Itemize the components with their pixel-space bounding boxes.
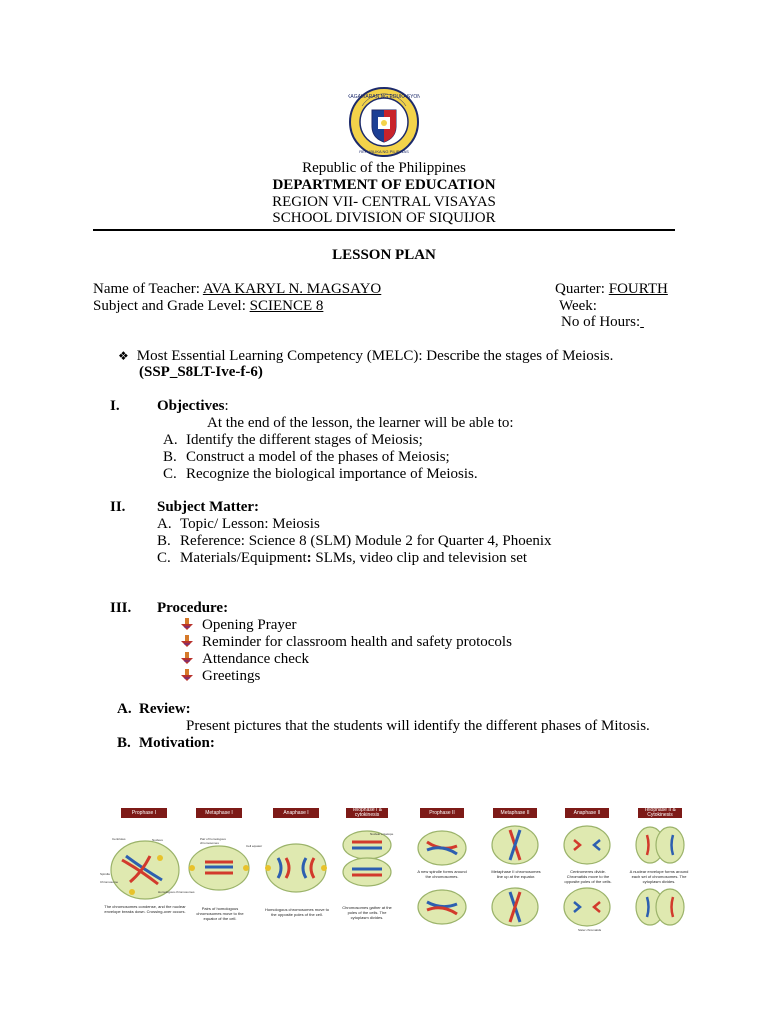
header-region: REGION VII- CENTRAL VISAYAS <box>272 194 496 210</box>
subject-matter-heading: Subject Matter: <box>157 499 260 515</box>
melc-code: (SSP_S8LT-Ive-f-6) <box>139 364 263 380</box>
procedure-item <box>181 634 512 651</box>
procedure-item-text: Reminder for classroom health and safety protocols <box>202 634 512 650</box>
procedure-heading: Procedure: <box>157 600 229 616</box>
phase-caption: Centromeres divide. Chromatids move to the opposite poles of the cells. <box>564 869 612 884</box>
objective-letter: A. <box>163 432 178 448</box>
objectives-colon: : <box>224 398 229 414</box>
teacher-line <box>93 281 381 298</box>
phase-label: Metaphase I <box>196 808 242 818</box>
materials-text: SLMs, video clip and television set <box>311 550 528 566</box>
materials-label: Materials/Equipment <box>180 550 307 566</box>
quarter-value: FOURTH <box>608 281 668 297</box>
deped-seal <box>348 86 420 158</box>
telophase-i-cell <box>343 831 394 886</box>
procedure-item-text: Greetings <box>202 668 261 684</box>
phase-caption: Pairs of homologous chromosomes move to the equator of the cell. <box>196 906 244 921</box>
arrow-down-icon <box>181 652 193 664</box>
procedure-item-text: Opening Prayer <box>202 617 297 633</box>
week-line: Week: <box>559 298 597 314</box>
callout-label: Nuclear envelope <box>370 832 394 836</box>
melc-text: Most Essential Learning Competency (MELC): Describe the stages of Meiosis. <box>136 348 614 364</box>
subject-value: SCIENCE 8 <box>249 298 324 314</box>
phase-label: Telophase II & Cytokinesis <box>638 808 682 818</box>
phase-caption: The chromosomes condense, and the nuclear envelope breaks down. Crossing-over occurs. <box>104 904 186 914</box>
phase-caption: A nuclear envelope forms around each set of chromosomes. The cytoplasm divides. <box>629 869 689 884</box>
subject-matter-letter: B. <box>157 533 171 549</box>
phase-label: Anaphase II <box>565 808 609 818</box>
phase-caption: Metaphase II chromosomes line up at the equator. <box>491 869 541 879</box>
review-text: Present pictures that the students will identify the different phases of Mitosis. <box>186 718 650 734</box>
phase-label: Telophase I & cytokinesis <box>346 808 388 818</box>
motivation-heading: Motivation: <box>139 735 215 751</box>
arrow-down-icon <box>181 635 193 647</box>
subject-matter-text: Reference: Science 8 (SLM) Module 2 for Quarter 4, Phoenix <box>180 533 552 549</box>
procedure-item <box>181 651 309 668</box>
phase-label: Prophase I <box>121 808 167 818</box>
objective-item <box>163 432 423 449</box>
phase-label: Anaphase I <box>273 808 319 818</box>
arrow-down-icon <box>181 618 193 630</box>
review-heading: Review: <box>139 701 191 717</box>
procedure-item <box>181 617 297 634</box>
subject-line <box>93 298 323 315</box>
subject-matter-item <box>157 550 527 567</box>
objective-letter: C. <box>163 466 177 482</box>
objectives-heading <box>157 398 229 415</box>
callout-label: Spindle <box>100 872 111 876</box>
page-title: LESSON PLAN <box>332 247 436 263</box>
subject-matter-numeral: II. <box>110 499 126 515</box>
motivation-letter: B. <box>117 735 131 751</box>
subject-matter-item <box>157 516 320 533</box>
header-department: DEPARTMENT OF EDUCATION <box>272 177 496 193</box>
materials-colon: : <box>306 550 312 566</box>
phase-label: Metaphase II <box>493 808 537 818</box>
objective-item <box>163 449 450 466</box>
procedure-item-text: Attendance check <box>202 651 310 667</box>
hours-label: No of Hours: <box>561 314 641 330</box>
subject-matter-text: Topic/ Lesson: Meiosis <box>180 516 320 532</box>
quarter-label: Quarter: <box>555 281 609 297</box>
review-letter: A. <box>117 701 132 717</box>
teacher-label: Name of Teacher: <box>93 281 203 297</box>
hours-value <box>640 314 644 330</box>
procedure-item <box>181 668 260 685</box>
header-divider <box>93 229 675 231</box>
callout-label: Sister chromatids <box>578 928 602 932</box>
callout-label: Pair of homologous chromosomes <box>200 837 226 845</box>
objective-item <box>163 466 478 483</box>
callout-label: Centrioles <box>112 837 126 841</box>
procedure-numeral: III. <box>110 600 132 616</box>
subject-label: Subject and Grade Level: <box>93 298 250 314</box>
anaphase-i-cell <box>265 844 327 892</box>
objectives-numeral: I. <box>110 398 120 414</box>
header-division: SCHOOL DIVISION OF SIQUIJOR <box>272 210 496 226</box>
metaphase-i-cell <box>189 846 249 890</box>
phase-label: Prophase II <box>420 808 464 818</box>
objective-letter: B. <box>163 449 177 465</box>
subject-matter-item <box>157 533 552 550</box>
callout-label: Nucleus <box>152 838 163 842</box>
objective-text: Recognize the biological importance of Meiosis. <box>186 466 478 482</box>
callout-label: Chromosome <box>100 880 119 884</box>
objective-text: Construct a model of the phases of Meiosis; <box>186 449 450 465</box>
melc-line <box>118 348 613 365</box>
teacher-name: AVA KARYL N. MAGSAYO <box>202 281 382 297</box>
phase-caption: Chromosomes gather at the poles of the cells. The cytoplasm divides. <box>342 905 392 920</box>
melc-bullet-icon: ❖ <box>118 349 129 363</box>
callout-label: Cell equator <box>246 844 263 848</box>
subject-matter-letter: C. <box>157 550 171 566</box>
quarter-line <box>555 281 668 298</box>
objectives-intro: At the end of the lesson, the learner will be able to: <box>207 415 514 431</box>
phase-caption: Homologous chromosomes move to the opposite poles of the cell. <box>264 907 330 917</box>
header-republic: Republic of the Philippines <box>302 160 466 176</box>
phase-caption: A new spindle forms around the chromosomes. <box>417 869 467 879</box>
hours-line <box>561 314 644 331</box>
subject-matter-letter: A. <box>157 516 172 532</box>
arrow-down-icon <box>181 669 193 681</box>
svg-text:REPUBLIKA NG PILIPINAS: REPUBLIKA NG PILIPINAS <box>359 149 409 154</box>
objectives-heading-text: Objectives <box>157 398 225 414</box>
svg-text:KAGAWARAN NG EDUKASYON: KAGAWARAN NG EDUKASYON <box>348 94 420 100</box>
objective-text: Identify the different stages of Meiosis; <box>186 432 423 448</box>
callout-label: Homologous chromosomes <box>158 890 195 894</box>
